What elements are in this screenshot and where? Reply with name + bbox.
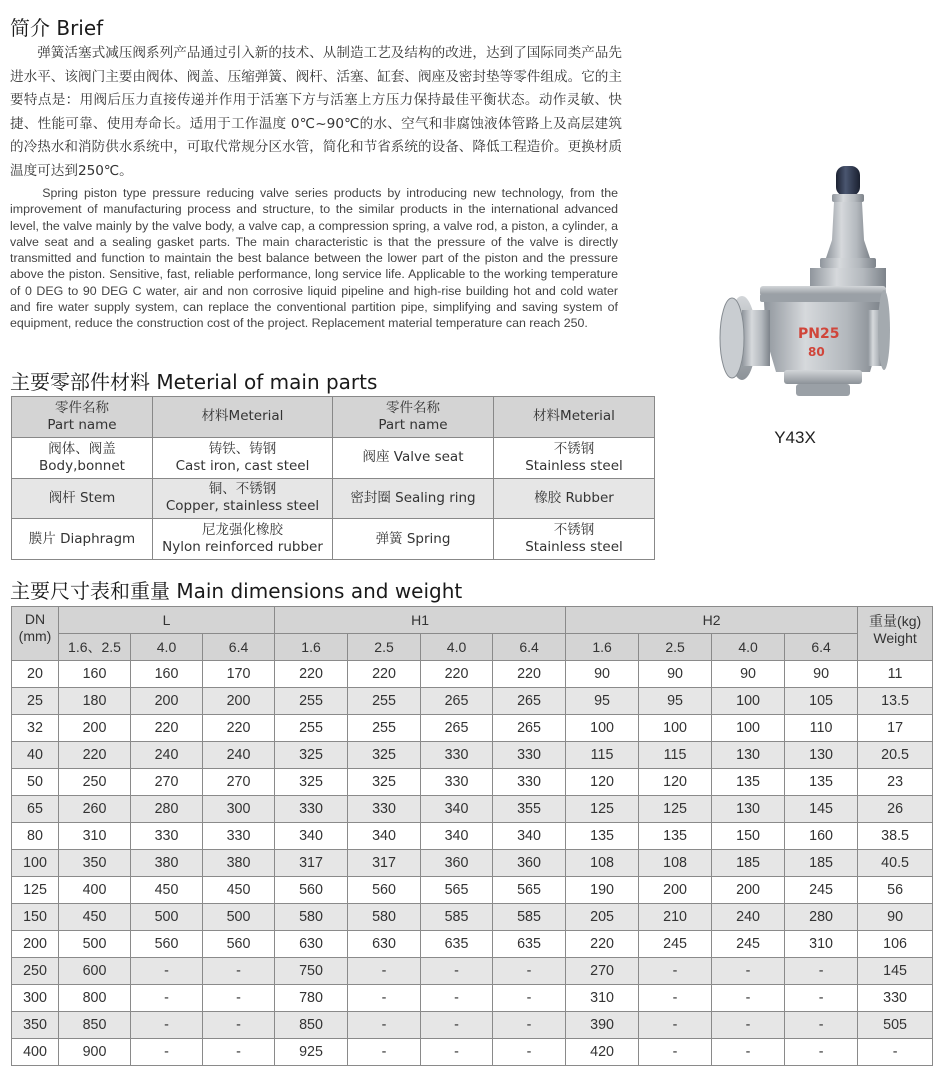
dimension-cell: 330 [493,769,566,796]
cell-line: Stainless steel [525,539,623,556]
parts-title: 主要零部件材料 Meterial of main parts [10,370,378,394]
weight-cell: 38.5 [858,823,933,850]
dimension-cell: - [348,1039,421,1066]
dimension-cell: 900 [59,1039,131,1066]
dimension-cell: 100 [712,715,785,742]
dimension-cell: 565 [421,877,493,904]
weight-cell: 330 [858,985,933,1012]
dimension-cell: 200 [712,877,785,904]
dimension-cell: 130 [712,742,785,769]
brief-title: 简介 Brief [10,16,104,40]
dn-cell: 20 [12,661,59,688]
dimension-cell: 850 [275,1012,348,1039]
dn-cell: 250 [12,958,59,985]
product-model-label: Y43X [774,428,816,447]
dimension-cell: 90 [566,661,639,688]
dimension-cell: 255 [348,688,421,715]
header-material: 材料Meterial [153,397,333,438]
part-name-cell [333,478,494,519]
dimension-cell: - [203,1012,275,1039]
parts-material-table [11,396,655,560]
cell-line: 弹簧 Spring [375,530,451,547]
dimension-cell: - [493,1012,566,1039]
table-row [12,796,933,823]
weight-cell: 23 [858,769,933,796]
dimension-cell: 330 [348,796,421,823]
material-cell [153,519,333,560]
dimension-cell: 270 [566,958,639,985]
weight-cell: 505 [858,1012,933,1039]
weight-cell: 56 [858,877,933,904]
dimension-cell: 630 [275,931,348,958]
dimension-cell: 560 [131,931,203,958]
material-cell [153,478,333,519]
table-row [12,769,933,796]
dimensions-table [11,606,933,1066]
dimension-cell: 220 [348,661,421,688]
dimension-cell: 245 [785,877,858,904]
brief-text-chinese: 弹簧活塞式减压阀系列产品通过引入新的技术、从制造工艺及结构的改进，达到了国际同类产品先进水平、该阀门主要由阀体、阀盖、压缩弹簧、阀杆、活塞、缸套、阀座及密封垫等零件组成。它的主要特点是：用阀后压力直接传递并作用于活塞下方与活塞上方压力保持最佳平衡状态。动作灵敏、快捷、性能可靠、使用寿命长。适用于工作温度 0℃~90℃的水、空气和非腐蚀液体管路上及高层建筑的冷热水和消防供水系统中，可取代常规分区水管，简化和节省系统的设备、降低工程造价。更换材质温度可达到250℃。 [10,45,622,179]
weight-cell: 11 [858,661,933,688]
dimension-cell: 210 [639,904,712,931]
dimension-cell: 100 [639,715,712,742]
dimension-cell: - [131,1012,203,1039]
dimension-cell: 580 [348,904,421,931]
dimension-cell: 360 [421,850,493,877]
table-row [12,985,933,1012]
dn-cell: 400 [12,1039,59,1066]
dimension-cell: 135 [785,769,858,796]
dimension-cell: 135 [566,823,639,850]
pressure-subheader: 2.5 [639,634,712,661]
dimension-cell: 580 [275,904,348,931]
dimension-cell: 330 [421,769,493,796]
header-part-name: 零件名称 Part name [333,397,494,438]
dimension-cell: - [639,1039,712,1066]
dimension-cell: 240 [712,904,785,931]
dimension-cell: 380 [131,850,203,877]
dimension-cell: - [785,985,858,1012]
cell-line: 不锈钢 [553,440,595,457]
dimension-cell: 220 [59,742,131,769]
dimension-cell: - [639,985,712,1012]
dimension-cell: 500 [203,904,275,931]
dn-cell: 125 [12,877,59,904]
dims-header-row-1 [12,607,933,634]
table-row [12,742,933,769]
dimension-cell: 200 [639,877,712,904]
table-row [12,958,933,985]
dimension-cell: 390 [566,1012,639,1039]
dimension-cell: - [639,1012,712,1039]
cell-line: Stainless steel [525,457,623,474]
dimension-cell: 340 [421,823,493,850]
dimension-cell: 340 [348,823,421,850]
weight-cell: 17 [858,715,933,742]
table-row [12,850,933,877]
dimension-cell: 310 [785,931,858,958]
pressure-subheader: 1.6 [566,634,639,661]
parts-row [12,437,655,478]
dn-cell: 32 [12,715,59,742]
dimension-cell: 115 [566,742,639,769]
dimension-cell: 330 [203,823,275,850]
dimension-cell: - [493,958,566,985]
pressure-subheader: 6.4 [203,634,275,661]
dimension-cell: 90 [712,661,785,688]
dimension-cell: 220 [275,661,348,688]
table-row [12,1012,933,1039]
dimension-cell: 260 [59,796,131,823]
dimension-cell: 420 [566,1039,639,1066]
dimension-cell: 565 [493,877,566,904]
material-cell [494,519,655,560]
table-row [12,688,933,715]
pressure-subheader: 6.4 [785,634,858,661]
dimension-cell: 560 [203,931,275,958]
dimension-cell: 265 [493,688,566,715]
table-row [12,1039,933,1066]
dimension-cell: 245 [639,931,712,958]
dimension-cell: 100 [566,715,639,742]
header-dn: DN (mm) [12,607,59,661]
dimension-cell: 317 [348,850,421,877]
dimension-cell: 120 [639,769,712,796]
part-name-cell [12,437,153,478]
material-cell [494,478,655,519]
dimension-cell: 585 [421,904,493,931]
dimension-cell: 380 [203,850,275,877]
pressure-subheader: 1.6、2.5 [59,634,131,661]
dimension-cell: 130 [712,796,785,823]
dimension-cell: 115 [639,742,712,769]
cell-line: Body,bonnet [39,457,125,474]
dn-cell: 200 [12,931,59,958]
dimension-cell: 205 [566,904,639,931]
dimension-cell: - [493,985,566,1012]
table-row [12,661,933,688]
dimension-cell: 300 [203,796,275,823]
dimension-cell: 310 [59,823,131,850]
dimension-cell: - [348,1012,421,1039]
pressure-subheader: 4.0 [131,634,203,661]
dimension-cell: 500 [59,931,131,958]
parts-header-row [12,397,655,438]
dimension-cell: 850 [59,1012,131,1039]
table-row [12,877,933,904]
dimension-cell: 630 [348,931,421,958]
dimension-cell: - [421,985,493,1012]
dimension-cell: 220 [421,661,493,688]
dimension-cell: 250 [59,769,131,796]
cell-line: 阀座 Valve seat [362,449,464,466]
dn-cell: 80 [12,823,59,850]
dn-cell: 100 [12,850,59,877]
weight-cell: 20.5 [858,742,933,769]
weight-cell: 40.5 [858,850,933,877]
dimension-cell: 160 [131,661,203,688]
cell-line: Copper, stainless steel [165,498,320,515]
cell-line: 不锈钢 [553,522,595,539]
cell-line: 铜、不锈钢 [208,481,277,498]
dimension-cell: - [348,985,421,1012]
dimension-cell: 925 [275,1039,348,1066]
table-row [12,715,933,742]
pressure-subheader: 4.0 [421,634,493,661]
dimension-cell: 200 [203,688,275,715]
dimension-cell: 185 [785,850,858,877]
dimension-cell: 90 [639,661,712,688]
dimension-cell: - [131,1039,203,1066]
dimension-cell: - [785,1012,858,1039]
dimension-cell: 270 [131,769,203,796]
dimension-cell: 95 [639,688,712,715]
weight-cell: 26 [858,796,933,823]
dimension-cell: 325 [348,769,421,796]
dimension-cell: - [712,985,785,1012]
dimension-cell: - [712,1012,785,1039]
dimension-cell: 110 [785,715,858,742]
dimension-cell: 325 [275,769,348,796]
pressure-subheader: 2.5 [348,634,421,661]
material-cell [494,437,655,478]
dn-cell: 65 [12,796,59,823]
dimension-cell: 450 [59,904,131,931]
dims-header-row-2 [12,634,933,661]
header-material: 材料Meterial [494,397,655,438]
body-marking-pn: PN25 [798,326,840,342]
dimension-cell: - [639,958,712,985]
pressure-subheader: 4.0 [712,634,785,661]
header-h2: H2 [566,607,858,634]
dimension-cell: 265 [493,715,566,742]
dimension-cell: 135 [639,823,712,850]
dimension-cell: 355 [493,796,566,823]
dimension-cell: 330 [131,823,203,850]
dimension-cell: 635 [493,931,566,958]
dimension-cell: 330 [421,742,493,769]
dimension-cell: 108 [639,850,712,877]
part-name-cell [333,437,494,478]
cell-line: 铸铁、铸钢 [208,440,277,457]
dn-cell: 25 [12,688,59,715]
dimension-cell: - [421,1039,493,1066]
dimension-cell: 95 [566,688,639,715]
header-h1: H1 [275,607,566,634]
dimension-cell: 125 [566,796,639,823]
cell-line: 尼龙强化橡胶 [202,522,283,539]
parts-row [12,519,655,560]
part-name-cell [12,519,153,560]
dimension-cell: 585 [493,904,566,931]
dimension-cell: - [203,985,275,1012]
parts-row [12,478,655,519]
dimension-cell: 317 [275,850,348,877]
dimension-cell: 310 [566,985,639,1012]
dimension-cell: 600 [59,958,131,985]
dimension-cell: 200 [59,715,131,742]
body-marking-size: 80 [808,345,825,359]
dimension-cell: 125 [639,796,712,823]
dimension-cell: - [203,1039,275,1066]
part-name-cell [333,519,494,560]
dimension-cell: 150 [712,823,785,850]
dimension-cell: 220 [493,661,566,688]
dimension-cell: 450 [131,877,203,904]
dn-cell: 300 [12,985,59,1012]
dimension-cell: 200 [131,688,203,715]
weight-cell: 13.5 [858,688,933,715]
dimension-cell: 325 [275,742,348,769]
cell-line: 阀杆 Stem [48,489,116,506]
cell-line: 阀体、阀盖 [48,440,116,457]
dimension-cell: - [785,1039,858,1066]
dimension-cell: - [785,958,858,985]
dimension-cell: 255 [275,715,348,742]
dimension-cell: 325 [348,742,421,769]
dimension-cell: 100 [712,688,785,715]
cell-line: 密封圈 Sealing ring [350,489,476,506]
dimension-cell: 340 [421,796,493,823]
dimension-cell: 255 [348,715,421,742]
dn-cell: 350 [12,1012,59,1039]
dimension-cell: 108 [566,850,639,877]
weight-cell: 106 [858,931,933,958]
dimension-cell: 280 [131,796,203,823]
dimension-cell: 560 [275,877,348,904]
dimension-cell: 220 [566,931,639,958]
cell-line: 橡胶 Rubber [534,489,614,506]
dimension-cell: - [712,958,785,985]
pressure-subheader: 6.4 [493,634,566,661]
dimension-cell: 135 [712,769,785,796]
dimension-cell: - [493,1039,566,1066]
dimension-cell: - [131,985,203,1012]
weight-cell: - [858,1039,933,1066]
part-name-cell [12,478,153,519]
table-row [12,904,933,931]
table-row [12,931,933,958]
dimension-cell: 450 [203,877,275,904]
dims-title: 主要尺寸表和重量 Main dimensions and weight [10,579,463,603]
pressure-subheader: 1.6 [275,634,348,661]
dimension-cell: 330 [275,796,348,823]
dimension-cell: 220 [203,715,275,742]
dimension-cell: 240 [203,742,275,769]
dimension-cell: - [421,958,493,985]
dimension-cell: - [131,958,203,985]
dimension-cell: - [348,958,421,985]
cell-line: 膜片 Diaphragm [28,530,136,547]
dn-cell: 150 [12,904,59,931]
cell-line: Nylon reinforced rubber [162,539,323,556]
dimension-cell: 145 [785,796,858,823]
dimension-cell: 800 [59,985,131,1012]
brief-text-english: Spring piston type pressure reducing valve series products by introducing new technology, from the improvement of manufacturing process and structure, to the similar products in the international advanced level, the valve mainly by the valve body, a valve cap, a compression spring, a valve rod, a piston, a cylinder, a valve seat and a sealing gasket parts. The main characteristic is that the pressure of the valve is directly transmitted and function to maintain the best balance between the lower part of the piston and the pressure above the piston. Sensitive, fast, reliable performance, long service life. Applicable to the working temperature of 0 DEG to 90 DEG C water, air and non corrosive liquid pipeline and high-rise building hot and cold water and fire water supply system, can replace the conventional partition pipe, simplifying and saving system of equipment, reduce the construction cost of the project. Replacement material temperature can reach 250. [10,186,618,331]
dimension-cell: 245 [712,931,785,958]
valve-product-image [700,160,890,420]
dimension-cell: 500 [131,904,203,931]
dimension-cell: 120 [566,769,639,796]
dimension-cell: - [421,1012,493,1039]
table-row [12,823,933,850]
dimension-cell: 560 [348,877,421,904]
dimension-cell: 180 [59,688,131,715]
dimension-cell: 240 [131,742,203,769]
cell-line: Cast iron, cast steel [175,457,310,474]
material-cell [153,437,333,478]
dimension-cell: 270 [203,769,275,796]
dimension-cell: 750 [275,958,348,985]
dimension-cell: 130 [785,742,858,769]
dimension-cell: 280 [785,904,858,931]
dimension-cell: - [712,1039,785,1066]
dn-cell: 40 [12,742,59,769]
dimension-cell: 190 [566,877,639,904]
dimension-cell: 400 [59,877,131,904]
dimension-cell: 160 [785,823,858,850]
dimension-cell: 265 [421,688,493,715]
header-part-name: 零件名称 Part name [12,397,153,438]
dimension-cell: 220 [131,715,203,742]
dimension-cell: 350 [59,850,131,877]
weight-cell: 145 [858,958,933,985]
dn-cell: 50 [12,769,59,796]
dimension-cell: 780 [275,985,348,1012]
dimension-cell: 360 [493,850,566,877]
dimension-cell: 170 [203,661,275,688]
dimension-cell: 330 [493,742,566,769]
dimension-cell: 255 [275,688,348,715]
dimension-cell: 90 [785,661,858,688]
dimension-cell: 635 [421,931,493,958]
dimension-cell: 105 [785,688,858,715]
header-weight: 重量(kg) Weight [858,607,933,661]
weight-cell: 90 [858,904,933,931]
header-l: L [59,607,275,634]
dimension-cell: 160 [59,661,131,688]
dimension-cell: 265 [421,715,493,742]
dimension-cell: - [203,958,275,985]
dimension-cell: 340 [493,823,566,850]
dimension-cell: 185 [712,850,785,877]
dimension-cell: 340 [275,823,348,850]
